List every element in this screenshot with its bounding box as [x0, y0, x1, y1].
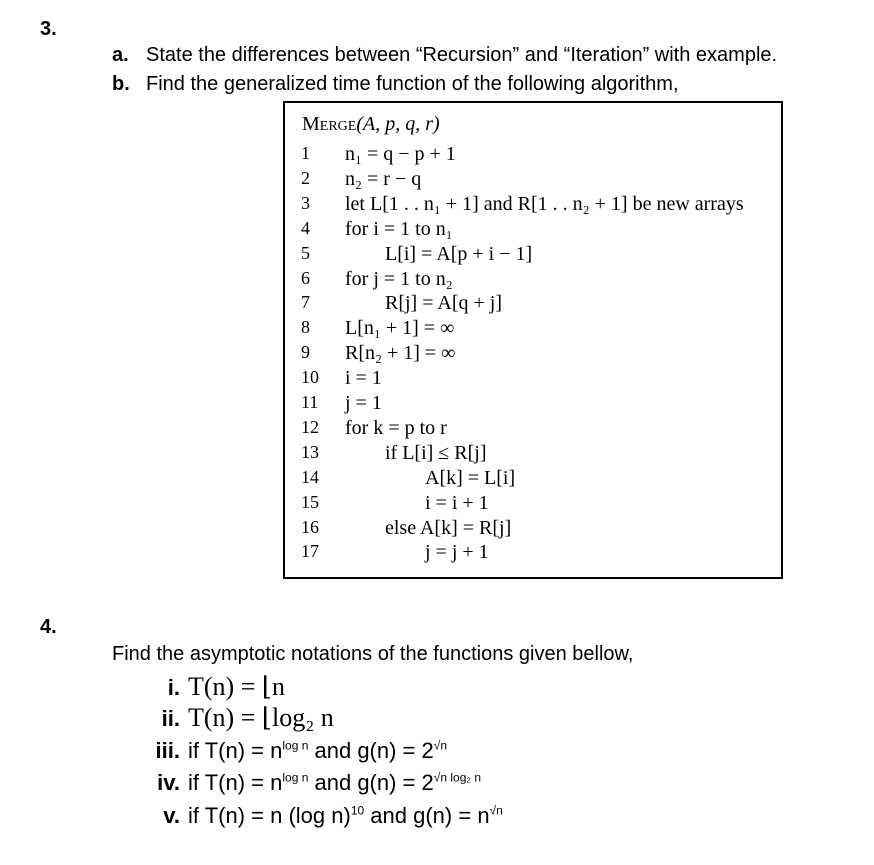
question-4-intro: Find the asymptotic notations of the functions given bellow,: [112, 643, 634, 665]
line-number: 13: [301, 441, 319, 462]
line-number: 3: [301, 192, 310, 213]
line-code: j = 1: [345, 392, 382, 414]
function-item-ii: [140, 703, 334, 733]
item-label: v.: [163, 803, 180, 828]
function-item-v: [140, 803, 503, 829]
line-number: 6: [301, 267, 310, 288]
line-number: 8: [301, 317, 310, 338]
item-pre: if T(n) = n: [188, 738, 283, 763]
line-code: n₁ = q − p + 1: [345, 143, 456, 165]
line-code: for i = 1 to n₁: [345, 217, 453, 240]
item-pre: if T(n) = n (log n): [188, 803, 351, 828]
line-number: 9: [301, 342, 310, 363]
item-label: iv.: [157, 770, 180, 795]
item-sup1: log n: [282, 738, 309, 753]
line-code: L[n₁ + 1] = ∞: [345, 317, 455, 340]
line-code: if L[i] ≤ R[j]: [385, 441, 487, 464]
question-3-number: 3.: [40, 18, 57, 40]
line-number: 4: [301, 217, 310, 238]
item-sup1: log n: [282, 770, 309, 785]
function-item-i: [140, 672, 285, 702]
item-mid: and g(n) = n: [364, 803, 490, 828]
question-3a: [112, 44, 777, 67]
item-mid: and g(n) = 2: [308, 738, 434, 763]
line-code: A[k] = L[i]: [425, 466, 516, 489]
line-code: i = 1: [345, 367, 382, 390]
line-code: for k = p to r: [345, 416, 447, 439]
item-formula: T(n) = ⌊log₂ n: [188, 703, 334, 732]
item-label: i.: [167, 675, 180, 700]
line-number: 14: [301, 466, 319, 487]
line-number: 10: [301, 367, 319, 388]
function-item-iv: [140, 770, 481, 796]
line-number: 12: [301, 416, 319, 437]
question-3b: [112, 73, 679, 96]
item-sup2: √n: [433, 738, 448, 753]
question-4-number: 4.: [40, 616, 57, 638]
line-code: for j = 1 to n₂: [345, 267, 453, 290]
item-sup1: 10: [350, 803, 365, 818]
item-sup2: √n log₂ n: [433, 770, 482, 785]
item-formula: T(n) = ⌊n: [188, 672, 286, 701]
item-label: ii.: [161, 706, 180, 731]
item-mid: and g(n) = 2: [308, 770, 434, 795]
algorithm-params: (A, p, q, r): [356, 113, 440, 135]
line-code: L[i] = A[p + i − 1]: [385, 242, 533, 265]
line-number: 15: [301, 491, 319, 512]
question-3a-text: State the differences between “Recursion” and “Iteration” with example.: [146, 44, 778, 66]
question-3b-label: b.: [112, 73, 130, 95]
line-code: i = i + 1: [425, 491, 489, 514]
item-label: iii.: [155, 738, 180, 763]
algorithm-title: [302, 113, 440, 136]
line-number: 1: [301, 143, 310, 163]
line-number: 11: [301, 392, 319, 412]
line-code: let L[1 . . n₁ + 1] and R[1 . . n₂ + 1] be new arrays: [345, 192, 744, 215]
line-number: 5: [301, 242, 310, 263]
function-item-iii: [140, 738, 447, 764]
line-number: 2: [301, 167, 310, 188]
algorithm-name: Merge: [302, 113, 357, 135]
line-number: 16: [301, 516, 319, 537]
line-code: else A[k] = R[j]: [385, 516, 512, 539]
algorithm-box: [283, 101, 783, 579]
question-3a-label: a.: [112, 44, 129, 66]
line-number: 7: [301, 292, 310, 313]
item-pre: if T(n) = n: [188, 770, 283, 795]
line-number: 17: [301, 541, 319, 562]
item-sup2: √n: [489, 803, 503, 818]
line-code: R[n₂ + 1] = ∞: [345, 342, 456, 365]
question-3b-text: Find the generalized time function of the following algorithm,: [146, 73, 679, 95]
line-code: R[j] = A[q + j]: [385, 292, 502, 315]
line-code: n₂ = r − q: [345, 167, 422, 190]
line-code: j = j + 1: [425, 541, 489, 564]
